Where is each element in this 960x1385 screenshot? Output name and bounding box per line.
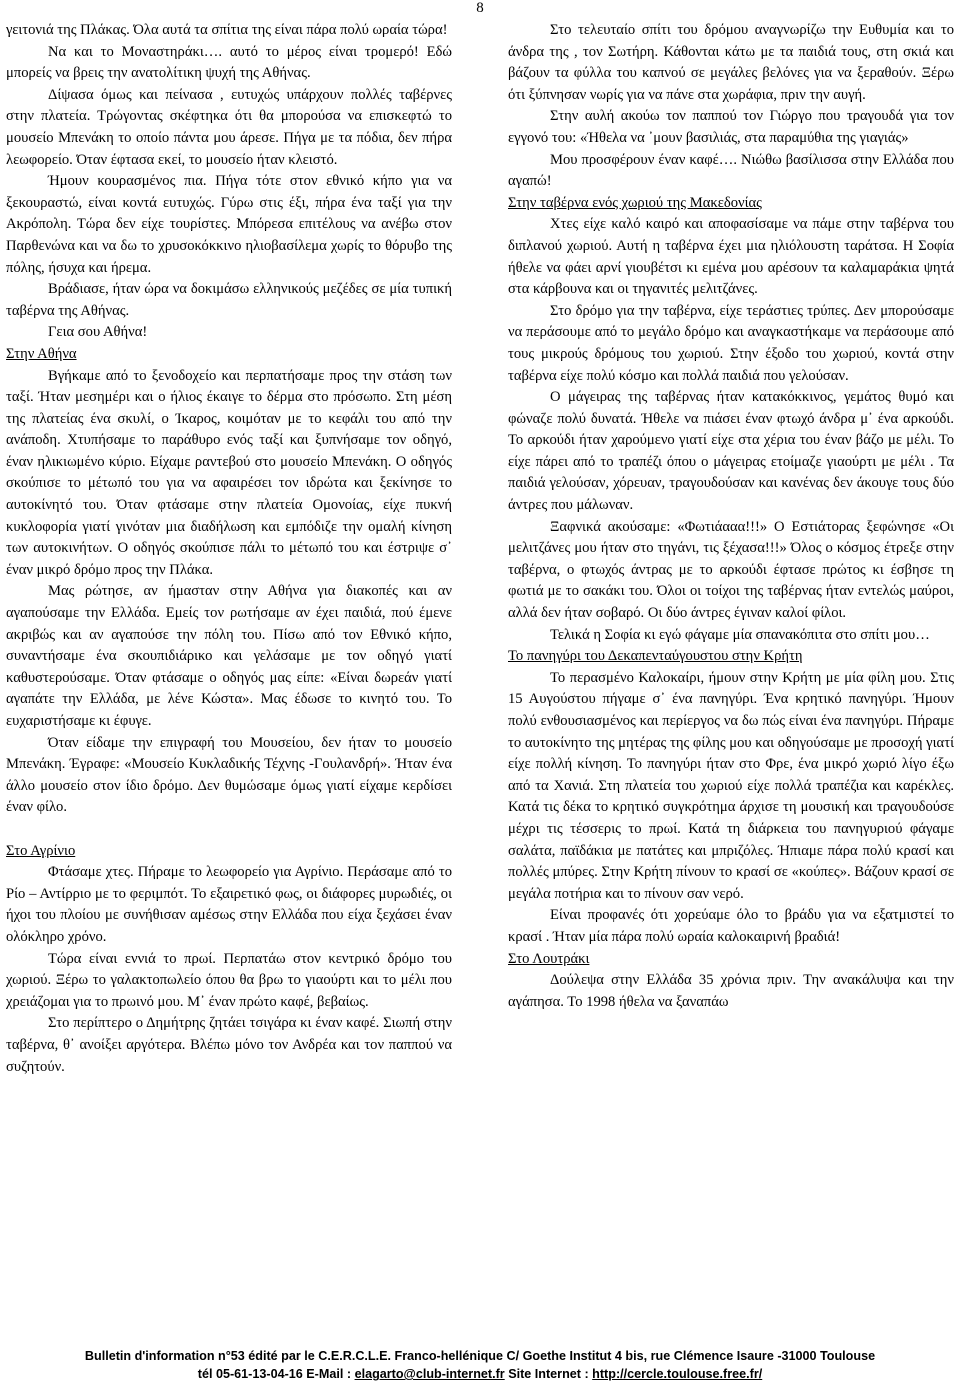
paragraph: Τελικά η Σοφία κι εγώ φάγαμε μία σπανακόπιτα στο σπίτι μου… — [550, 626, 930, 643]
paragraph: Στην αυλή ακούω τον παππού τον Γιώργο που τραγουδά για τον εγγονό του: «Ήθελα να ᾽μουν βασιλιάς, στα παραμύθια της γιαγιάς» — [508, 108, 954, 146]
footer-email-link[interactable]: elagarto@club-internet.fr — [354, 1367, 505, 1381]
paragraph: Βγήκαμε από το ξενοδοχείο και περπατήσαμε προς την στάση των ταξί. Ήταν μεσημέρι και ο ήλιος έκαιγε το δέρμα στο πρόσωπο. Στη μέση της πλατείας ένα σκυλί, ο Ίκαρος, κοιμόταν με το κεφάλι του από την ανάποδη. Χτυπήσαμε το παράθυρο ενός ταξί και ξυπνήσαμε τον οδηγό, έναν ηλικιωμένο κύριο. Είχαμε ραντεβού στο μουσείο Μπενάκη. Ο οδηγός σκούπισε το μέτωπό του για να αφαιρέσει τον ιδρώτα και ξεκίνησε το αυτοκίνητό του. Όταν φτάσαμε στην πλατεία Ομονοίας, είχε πυκνή κυκλοφορία γιατί γινόταν μια διαδήλωση και εμπόδιζε την ομαλή κίνηση των αυτοκινήτων. Ο οδηγός σκούπισε πάλι το μέτωπό του και έστριψε σ᾽ έναν μικρό δρόμο προς την Πλάκα. — [6, 367, 452, 578]
paragraph: Στο τελευταίο σπίτι του δρόμου αναγνωρίζω την Ευθυμία και το άνδρα της , τον Σωτήρη. Κάθονται κάτω με τα παιδιά τους, στη σκιά και βάζουν τα φύλλα του καπνού σε μεγάλες βελόνες για να ξεραθούν. Ξέρω ότι ξύπνησαν νωρίς για να πάνε στα χωράφια, πριν την αυγή. — [508, 22, 954, 103]
paragraph: Να και το Μοναστηράκι…. αυτό το μέρος είναι τρομερό! Εδώ μπορείς να βρεις την ανατολίτικη ψυχή της Αθήνας. — [6, 43, 452, 82]
paragraph: Τώρα είναι εννιά το πρωί. Περπατάω στον κεντρικό δρόμο του χωριού. Ξέρω το γαλακτοπωλείο όπου θα βρω το γιαούρτι και το μέλι που χρειάζομαι για το πρωινό μου. Μ᾽ έναν πρώτο καφέ, βεβαίως. — [6, 950, 452, 1010]
paragraph: Στο δρόμο για την ταβέρνα, είχε τεράστιες τρύπες. Δεν μπορούσαμε να περάσουμε από το μεγάλο δρόμο και αναγκαστήκαμε να περάσουμε από τους μικρούς δρόμους του χωριού. Στην έξοδο του χωριού, κοντά στην ταβέρνα είχε πολύ κόσμο και πολλά παιδιά που γελούσαν. — [508, 302, 954, 384]
footer-website-link[interactable]: http://cercle.toulouse.free.fr/ — [592, 1367, 763, 1381]
paragraph: Ξαφνικά ακούσαμε: «Φωτιάααα!!!» Ο Εστιάτορας ξεφώνησε «Οι μελιτζάνες μου ήταν στο τηγάνι, τις ξέχασα!!!» Όλος ο κόσμος έτρεξε στην ταβέρνα, ο φτωχός άντρας με το αρκούδι έφτασε πρώτος κι έσβησε τη φωτιά με το σακάκι του. Όλοι οι τοίχοι της ταβέρνας ήταν εντελώς μαύροι, αλλά δεν ήταν σοβαρό. Οι δύο άντρες έγιναν καλοί φίλοι. — [508, 518, 954, 622]
section-heading: Στην ταβέρνα ενός χωριού της Μακεδονίας — [508, 194, 762, 211]
paragraph: Χτες είχε καλό καιρό και αποφασίσαμε να πάμε στην ταβέρνα του διπλανού χωριού. Αυτή η ταβέρνα έχει μια ηλιόλουστη ταράτσα. Η Σοφία ήθελε να φάει αρνί γιουβέτσι κι εμένα μου αρέσουν τα καλαμαράκια ψητά στα κάρβουνα και οι τηγανιτές μελιτζάνες. — [508, 216, 954, 298]
paragraph: Φτάσαμε χτες. Πήραμε το λεωφορείο για Αγρίνιο. Περάσαμε από το Ρίο – Αντίρριο με το φεριμπότ. Το εξαιρετικό φως, οι διάφορες μυρωδιές, οι ήχοι του πλοίου με συνήθισαν αμέσως στην Ελλάδα που είχα ξεχάσει έναν ολόκληρο χρόνο. — [6, 864, 452, 945]
left-column — [6, 20, 452, 1078]
paragraph: Είναι προφανές ότι χορεύαμε όλο το βράδυ για να εξατμιστεί το κρασί . Ήταν μία πάρα πολύ ωραία καλοκαιρινή βραδιά! — [508, 907, 954, 945]
section-heading: Στο Λουτράκι — [508, 950, 590, 967]
section-heading: Στο Αγρίνιο — [6, 842, 76, 859]
paragraph: Το περασμένο Καλοκαίρι, ήμουν στην Κρήτη με μία φίλη μου. Στις 15 Αυγούστου πήγαμε σ᾽ ένα πανηγύρι. Ένα κρητικό πανηγύρι. Ήμουν πολύ ενθουσιασμένος και περίεργος να δω πώς είναι ένα πανηγύρι. Πήραμε το αυτοκίνητο της μητέρας της φίλης μου και οδηγούσαμε με προσοχή γιατί είχε πολλή κίνηση. Το πανηγύρι ήταν στο Φρε, ένα μικρό χωριό λίγο έξω από τα Χανιά. Στη πλατεία του χωριού είχε πολλά τραπέζια και καρέκλες. Κατά τις δέκα το κρητικό συγκρότημα άρχισε τη μουσική και τραγουδούσε μέχρι τις τέσσερις το πρωί. Κατά τη διάρκεια του πανηγυριού φάγαμε σαλάτα, παϊδάκια με πατάτες και μπριζόλες. Ήπιαμε πάρα πολύ κρασί και πολλές μπύρες. Στην Κρήτη πίνουν το κρασί σε «κούπες». Βάζουν κρασί σε μεγάλα ποτήρια και το πίνουν σαν νερό. — [508, 669, 954, 902]
right-column — [508, 20, 954, 1013]
footer-site-label: Site Internet : — [504, 1367, 593, 1381]
paragraph: Δίψασα όμως και πείνασα , ευτυχώς υπάρχουν πολλές ταβέρνες στην πλατεία. Τρώγοντας σκέφτηκα ότι θα μπορούσα να επισκεφτώ το μουσείο Μπενάκη το οποίο πάντα μου άρεσε. Πήγα με τα πόδια, δεν πήρα λεωφορείο. Όταν έφτασα εκεί, το μουσείο ήταν κλειστό. — [6, 86, 452, 168]
paragraph: Ήμουν κουρασμένος πια. Πήγα τότε στον εθνικό κήπο για να ξεκουραστώ, είναι κοντά ευτυχώς. Γύρω στις έξι, πήρα ένα ταξί για την Ακρόπολη. Τώρα δεν είχε τουρίστες. Μπόρεσα επιτέλους να ανέβω στον Παρθενώνα και να δω το χρυσοκόκκινο ηλιοβασίλεμα χωρίς το θόρυβο της πόλης, ήσυχα και ήρεμα. — [6, 173, 452, 276]
section-heading: Το πανηγύρι του Δεκαπενταύγουστου στην Κρήτη — [508, 648, 803, 665]
footer-phone-email-label: tél 05-61-13-04-16 E-Mail : — [197, 1367, 355, 1381]
section-heading: Στην Αθήνα — [6, 345, 77, 362]
page-number: 8 — [476, 0, 484, 16]
footer-line-2 — [0, 1365, 960, 1383]
blank-line — [6, 819, 452, 841]
paragraph: Ο μάγειρας της ταβέρνας ήταν κατακόκκινος, γεμάτος θυμό και φώναζε πολύ δυνατά. Ήθελε να πιάσει έναν φτωχό άνδρα μ᾽ ένα αρκούδι. Το αρκούδι ήταν χαρούμενο γιατί είχε στα χέρια του έναν βάζο με μέλι. Το είχε πάρει από το τραπέζι όπου ο μάγειρας ετοίμαζε γιαούρτι με μέλι . Τα παιδιά γελούσαν, χόρευαν, τραγουδούσαν και κανένας δεν άκουγε τους δύο άντρες που μάλωναν. — [508, 389, 954, 514]
paragraph: Γεια σου Αθήνα! — [48, 324, 148, 341]
paragraph: Δούλεψα στην Ελλάδα 35 χρόνια πριν. Την ανακάλυψα και την αγάπησα. Το 1998 ήθελα να ξαναπάω — [508, 972, 954, 1010]
paragraph: Όταν είδαμε την επιγραφή του Μουσείου, δεν ήταν το μουσείο Μπενάκη. Έγραφε: «Μουσείο Κυκλαδικής Τέχνης -Γουλανδρή». Ήταν ένα άλλο μουσείο στον ίδιο δρόμο. Δεν θυμώσαμε όμως γιατί είχαμε κερδίσει έναν φίλο. — [6, 734, 452, 816]
footer-line-1: Bulletin d'information n°53 édité par le C.E.R.C.L.E. Franco-hellénique C/ Goethe Institut 4 bis, rue Clémence Isaure -31000 Toulouse — [84, 1349, 876, 1363]
paragraph: γειτονιά της Πλάκας. Όλα αυτά τα σπίτια της είναι πάρα πολύ ωραία τώρα! — [6, 22, 448, 38]
paragraph: Μας ρώτησε, αν ήμασταν στην Αθήνα για διακοπές και αν αγαπούσαμε την Ελλάδα. Εμείς τον ρωτήσαμε αν έχει παιδιά, πού έμενε ακριβώς και αν αγαπούσε την πόλη του. Πίσω από τον Εθνικό κήπο, συναντήσαμε ένα σκουπιδιάρικο και γελάσαμε με τον οδηγό γιατί καθυστερούσαμε. Όταν φτάσαμε ο οδηγός μας είπε: «Είναι δωρεάν γιατί αγαπάτε την Ελλάδα, με λένε Κώστα». Μας έδωσε το κινητό του. Το ευχαριστήσαμε κι έφυγε. — [6, 583, 452, 729]
paragraph: Βράδιασε, ήταν ώρα να δοκιμάσω ελληνικούς μεζέδες σε μία τυπική ταβέρνα της Αθήνας. — [6, 281, 452, 319]
paragraph: Μου προσφέρουν έναν καφέ…. Νιώθω βασίλισσα στην Ελλάδα που αγαπώ! — [508, 151, 954, 190]
paragraph: Στο περίπτερο ο Δημήτρης ζητάει τσιγάρα κι έναν καφέ. Σιωπή στην ταβέρνα, θ᾽ ανοίξει αργότερα. Βλέπω μόνο τον Ανδρέα και τον παππού να συζητούν. — [6, 1015, 452, 1075]
footer — [0, 1347, 960, 1383]
